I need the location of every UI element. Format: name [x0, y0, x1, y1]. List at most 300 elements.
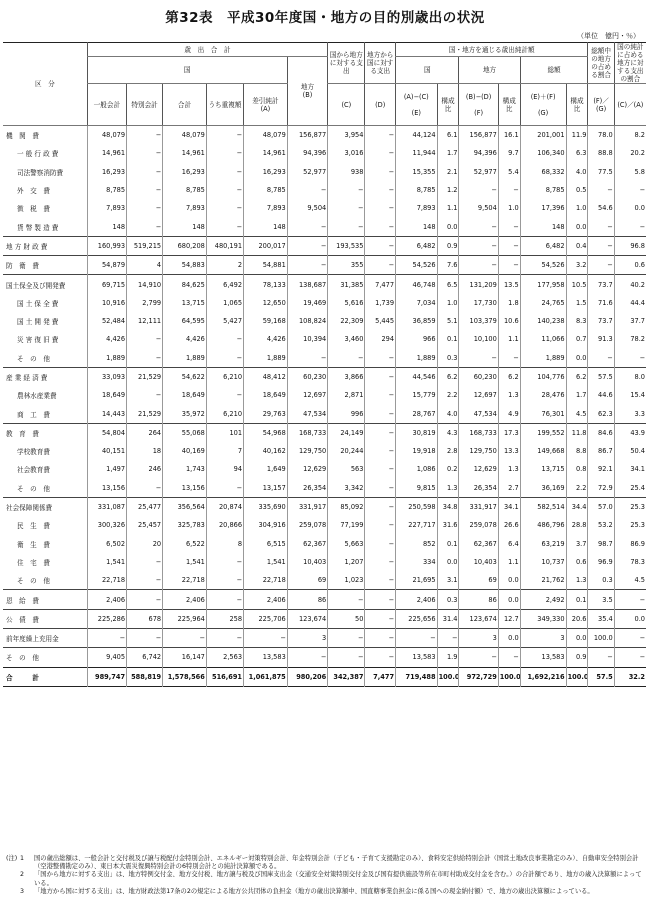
table-cell: − [206, 163, 243, 181]
table-row [3, 236, 646, 255]
table-cell: 13,715 [163, 294, 207, 312]
row-label: 公 債 費 [3, 609, 87, 628]
table-cell: 68,332 [520, 163, 566, 181]
table-cell: − [328, 648, 365, 667]
table-cell: 980,206 [287, 667, 327, 686]
table-cell: 2,406 [396, 590, 438, 609]
table-cell: 1.2 [437, 181, 459, 199]
j-kuni-header: 国 [396, 57, 459, 84]
table-cell: 1,889 [396, 349, 438, 368]
table-row [3, 516, 646, 534]
table-cell: 13,583 [396, 648, 438, 667]
table-cell: − [287, 217, 327, 236]
table-cell: − [127, 349, 163, 368]
table-cell: 13.5 [498, 275, 520, 294]
table-cell: − [365, 217, 396, 236]
table-cell: 6,502 [87, 535, 126, 553]
table-row [3, 275, 646, 294]
table-cell: 678 [127, 609, 163, 628]
table-cell: 15.4 [614, 386, 646, 404]
table-cell: − [287, 256, 327, 275]
table-cell: 201,001 [520, 126, 566, 145]
kosei-1-header: 構成比 [437, 84, 459, 126]
table-cell: 1,739 [365, 294, 396, 312]
table-cell: 78.3 [614, 553, 646, 571]
table-cell: 54.6 [588, 199, 614, 217]
table-cell: 0.3 [588, 571, 614, 590]
table-cell: 0.0 [566, 629, 588, 648]
table-cell: 44.4 [614, 294, 646, 312]
table-cell: 37.7 [614, 312, 646, 330]
sashihiki-header: 差引純計 (A) [244, 84, 288, 126]
table-cell: 480,191 [206, 236, 243, 255]
table-cell: − [365, 144, 396, 162]
table-cell: 4.3 [437, 423, 459, 442]
table-cell: − [437, 629, 459, 648]
table-cell: − [459, 349, 498, 368]
table-cell: 106,340 [520, 144, 566, 162]
table-cell: 1,692,216 [520, 667, 566, 686]
table-cell: 77,199 [328, 516, 365, 534]
table-cell: 54,881 [244, 256, 288, 275]
table-cell: − [328, 199, 365, 217]
table-cell: − [614, 349, 646, 368]
table-cell: 2 [206, 256, 243, 275]
table-cell: 54,879 [87, 256, 126, 275]
table-cell: 225,706 [244, 609, 288, 628]
table-cell: 28.8 [566, 516, 588, 534]
ippan-header: 一般会計 [87, 84, 126, 126]
table-cell: 48,079 [163, 126, 207, 145]
table-cell: − [365, 535, 396, 553]
table-cell: 5,445 [365, 312, 396, 330]
table-cell: 76,301 [520, 404, 566, 423]
table-cell: 22,718 [163, 571, 207, 590]
epf-header: (E)＋(F) (G) [520, 84, 566, 126]
row-label: 徴 税 費 [17, 205, 50, 214]
table-cell: 129,750 [287, 442, 327, 460]
table-cell: − [365, 386, 396, 404]
note-number: 2 [20, 871, 25, 879]
table-cell: 7.6 [437, 256, 459, 275]
table-cell: 5,427 [206, 312, 243, 330]
table-cell: 0.0 [498, 590, 520, 609]
table-cell: 10,916 [87, 294, 126, 312]
table-cell: 225,656 [396, 609, 438, 628]
table-cell: 1,889 [163, 349, 207, 368]
table-cell: 0.0 [437, 217, 459, 236]
table-cell: 50 [328, 609, 365, 628]
table-cell: 36,169 [520, 479, 566, 498]
table-cell: 177,958 [520, 275, 566, 294]
table-cell: 1.1 [437, 199, 459, 217]
table-row [3, 497, 646, 516]
table-cell: − [206, 479, 243, 498]
table-cell: 325,783 [163, 516, 207, 534]
table-cell: 156,877 [287, 126, 327, 145]
note-key: (注) [6, 855, 18, 862]
table-cell: 52,484 [87, 312, 126, 330]
table-cell: 17,730 [459, 294, 498, 312]
table-cell: 0.0 [437, 553, 459, 571]
table-cell: 193,535 [328, 236, 365, 255]
table-cell: 52,977 [459, 163, 498, 181]
table-body [3, 126, 646, 687]
table-cell: 13.3 [498, 442, 520, 460]
chiho-wariai-header: 総額中の地方の占める割合 [588, 43, 614, 84]
table-cell: 8,785 [396, 181, 438, 199]
table-cell: 0.0 [498, 629, 520, 648]
table-cell: 26.6 [498, 516, 520, 534]
row-label: 農林水産業費 [17, 392, 57, 401]
table-cell: 0.0 [498, 571, 520, 590]
row-label: 外 交 費 [17, 187, 50, 196]
table-cell: 225,964 [163, 609, 207, 628]
table-cell: 46,748 [396, 275, 438, 294]
table-cell: − [365, 479, 396, 498]
table-cell: − [365, 423, 396, 442]
table-cell: 4,426 [244, 330, 288, 348]
table-cell: 3,866 [328, 367, 365, 386]
table-cell: 8.2 [614, 126, 646, 145]
saishutsu-gokei-header: 歳 出 合 計 [87, 43, 328, 57]
table-cell: − [127, 479, 163, 498]
table-cell: 25.3 [614, 516, 646, 534]
table-cell: 88.8 [588, 144, 614, 162]
table-cell: 1,086 [396, 460, 438, 478]
table-cell: 2.8 [437, 442, 459, 460]
table-cell: 25,477 [127, 497, 163, 516]
page-title: 第32表 平成30年度国・地方の目的別歳出の状況 [165, 10, 485, 26]
bmd-header: (B)−(D) (F) [459, 84, 498, 126]
table-row [3, 199, 646, 217]
table-cell: − [127, 144, 163, 162]
table-cell: 6,515 [244, 535, 288, 553]
table-cell: − [206, 330, 243, 348]
table-cell: 852 [396, 535, 438, 553]
table-cell: 148 [520, 217, 566, 236]
table-cell: 168,733 [287, 423, 327, 442]
table-cell: 334 [396, 553, 438, 571]
table-cell: − [206, 386, 243, 404]
j-sogaku-header: 総額 [520, 57, 588, 84]
table-cell: 54,883 [163, 256, 207, 275]
table-cell: − [127, 217, 163, 236]
table-cell: 35.4 [588, 609, 614, 628]
table-row [3, 312, 646, 330]
table-cell: − [365, 367, 396, 386]
table-cell: − [365, 648, 396, 667]
table-cell: 60,230 [459, 367, 498, 386]
table-cell: 26,354 [287, 479, 327, 498]
table-cell: 86.7 [588, 442, 614, 460]
table-cell: 20,874 [206, 497, 243, 516]
table-cell: 29,763 [244, 404, 288, 423]
table-row [3, 442, 646, 460]
table-cell: 86 [287, 590, 327, 609]
table-row [3, 144, 646, 162]
notes [6, 855, 642, 896]
table-cell: 1.1 [498, 553, 520, 571]
table-cell: 264 [127, 423, 163, 442]
table-row [3, 181, 646, 199]
table-cell: 20.6 [566, 609, 588, 628]
table-cell: 588,819 [127, 667, 163, 686]
table-cell: 22,718 [87, 571, 126, 590]
table-cell: 9,504 [459, 199, 498, 217]
table-cell: 1,889 [244, 349, 288, 368]
table-cell: 0.3 [437, 349, 459, 368]
table-cell: 4.5 [566, 404, 588, 423]
table-cell: 199,552 [520, 423, 566, 442]
table-cell: 59,168 [244, 312, 288, 330]
table-cell: 996 [328, 404, 365, 423]
table-cell: − [459, 236, 498, 255]
table-cell: 5,663 [328, 535, 365, 553]
note-line [6, 871, 642, 887]
table-cell: − [498, 181, 520, 199]
table-cell: 5,616 [328, 294, 365, 312]
row-label: 貨 幣 製 造 費 [17, 223, 59, 232]
table-cell: 35,972 [163, 404, 207, 423]
table-cell: 21,529 [127, 404, 163, 423]
table-cell: 78.0 [588, 126, 614, 145]
table-cell: 0.3 [437, 590, 459, 609]
table-cell: 563 [328, 460, 365, 478]
table-cell: 28,476 [520, 386, 566, 404]
row-label: そ の 他 [17, 354, 50, 363]
table-cell: 62,367 [287, 535, 327, 553]
table-cell: 73.7 [588, 312, 614, 330]
table-cell: 18,649 [163, 386, 207, 404]
row-label: 国土保全及び開発費 [3, 275, 87, 294]
table-cell: 1.3 [498, 460, 520, 478]
table-cell: − [365, 497, 396, 516]
table-cell: 94 [206, 460, 243, 478]
note-line [6, 888, 642, 896]
table-cell: 1.1 [498, 330, 520, 348]
table-cell: 69 [459, 571, 498, 590]
table-cell: 1,497 [87, 460, 126, 478]
table-cell: 18,649 [244, 386, 288, 404]
table-cell: 0.9 [437, 236, 459, 255]
table-cell: − [459, 217, 498, 236]
table-cell: 1,541 [163, 553, 207, 571]
note-number: 1 [20, 855, 25, 862]
table-cell: − [614, 181, 646, 199]
note-text: 国の歳出総額は、一般会計と交付税及び譲与税配付金特別会計、エネルギー対策特別会計、年金特別会計（子ども・子育て支援勘定のみ）、食料安定供給特別会計（国営土地改良事業勘定のみ）、自動車安全特別会計（空港整備勘定のみ）、東日本大震災復興特別会計の6特別会計との純計決算額である。 [34, 855, 639, 871]
kuni-to-chiho-header: 国から地方に対する支出 [328, 43, 365, 84]
table-cell: − [206, 199, 243, 217]
table-cell: 21,762 [520, 571, 566, 590]
table-cell: 54,622 [163, 367, 207, 386]
table-cell: 48,412 [244, 367, 288, 386]
table-cell: 6.5 [437, 275, 459, 294]
table-cell: − [127, 553, 163, 571]
chiho-to-kuni-header: 地方から国に対する支出 [365, 43, 396, 84]
table-cell: − [614, 629, 646, 648]
table-cell: 356,564 [163, 497, 207, 516]
table-cell: 2.1 [437, 163, 459, 181]
table-cell: 1,207 [328, 553, 365, 571]
table-row [3, 571, 646, 590]
table-cell: 331,087 [87, 497, 126, 516]
table-cell: − [328, 217, 365, 236]
table-row [3, 126, 646, 145]
table-cell: 582,514 [520, 497, 566, 516]
table-cell: 13,583 [244, 648, 288, 667]
row-label: そ の 他 [3, 648, 87, 667]
table-cell: − [588, 181, 614, 199]
table-cell: 17.3 [498, 423, 520, 442]
table-cell: 2,406 [163, 590, 207, 609]
table-cell: 14,961 [163, 144, 207, 162]
table-cell: 12,111 [127, 312, 163, 330]
table-cell: 19,918 [396, 442, 438, 460]
table-cell: − [287, 181, 327, 199]
table-cell: 11,944 [396, 144, 438, 162]
table-cell: 14,443 [87, 404, 126, 423]
table-cell: 44,124 [396, 126, 438, 145]
table-cell: 33,093 [87, 367, 126, 386]
table-cell: 3,954 [328, 126, 365, 145]
table-cell: 0.0 [614, 199, 646, 217]
table-cell: 47,534 [459, 404, 498, 423]
table-cell: − [206, 126, 243, 145]
table-cell: − [365, 404, 396, 423]
table-cell: 8,785 [244, 181, 288, 199]
table-cell: 69,715 [87, 275, 126, 294]
table-cell: 0.4 [566, 236, 588, 255]
table-cell: 62,367 [459, 535, 498, 553]
table-cell: 200,017 [244, 236, 288, 255]
table-cell: 0.9 [566, 648, 588, 667]
table-row [3, 535, 646, 553]
table-cell: 6,522 [163, 535, 207, 553]
table-cell: 1,889 [520, 349, 566, 368]
table-row [3, 217, 646, 236]
table-cell: 3 [287, 629, 327, 648]
table-cell: 24,765 [520, 294, 566, 312]
table-cell: 227,717 [396, 516, 438, 534]
row-label: 産 業 経 済 費 [3, 367, 87, 386]
table-cell: 1,889 [87, 349, 126, 368]
table-cell: 2.2 [566, 479, 588, 498]
table-cell: 91.3 [588, 330, 614, 348]
table-cell: 331,917 [287, 497, 327, 516]
note-text: 「国から地方に対する支出」は、地方特例交付金、地方交付税、地方譲与税及び国庫支出金（交通安全対策特別交付金及び国有提供施設等所在市町村助成交付金を含む。）の合計額であり、地方の歳入決算額によっている。 [34, 871, 642, 887]
table-cell: 34.1 [614, 460, 646, 478]
table-cell: 1,743 [163, 460, 207, 478]
row-label: 衛 生 費 [17, 540, 50, 549]
table-cell: 0.0 [614, 609, 646, 628]
table-row [3, 479, 646, 498]
kuni-wariai-header: 国の純計に占める地方に対する支出の割合 [614, 43, 646, 84]
table-cell: − [328, 181, 365, 199]
table-cell: 0.0 [566, 217, 588, 236]
table-cell: 335,690 [244, 497, 288, 516]
table-row [3, 330, 646, 348]
table-row [3, 609, 646, 628]
table-cell: 259,078 [459, 516, 498, 534]
table-cell: 4.5 [614, 571, 646, 590]
table-row [3, 386, 646, 404]
tokubetsu-header: 特別会計 [127, 84, 163, 126]
table-cell: 2,871 [328, 386, 365, 404]
table-cell: 10.6 [498, 312, 520, 330]
table-cell: 11,066 [520, 330, 566, 348]
row-label: 社会保障関係費 [3, 497, 87, 516]
table-cell: 22,718 [244, 571, 288, 590]
table-cell: 9,504 [287, 199, 327, 217]
table-cell: 5.1 [437, 312, 459, 330]
table-cell: 31.6 [437, 516, 459, 534]
table-cell: 21,695 [396, 571, 438, 590]
table-cell: 47,534 [287, 404, 327, 423]
table-cell: − [365, 163, 396, 181]
table-cell: − [588, 648, 614, 667]
table-cell: 6,210 [206, 404, 243, 423]
table-cell: 7,893 [87, 199, 126, 217]
table-cell: 3,460 [328, 330, 365, 348]
table-cell: 10.5 [566, 275, 588, 294]
table-cell: 19,469 [287, 294, 327, 312]
table-cell: 7,477 [365, 275, 396, 294]
table-cell: 13,156 [163, 479, 207, 498]
table-cell: − [328, 629, 365, 648]
table-cell: 3.5 [588, 590, 614, 609]
table-cell: 4,426 [87, 330, 126, 348]
table-cell: 2,406 [87, 590, 126, 609]
table-cell: 6,492 [206, 275, 243, 294]
table-cell: − [206, 553, 243, 571]
table-cell: 1.3 [498, 386, 520, 404]
table-cell: 62.3 [588, 404, 614, 423]
row-label: そ の 他 [17, 577, 50, 586]
table-cell: 22,309 [328, 312, 365, 330]
table-cell: 519,215 [127, 236, 163, 255]
table-cell: 7,893 [396, 199, 438, 217]
table-cell: 98.7 [588, 535, 614, 553]
table-cell: 294 [365, 330, 396, 348]
table-cell: 6.1 [437, 126, 459, 145]
row-label: 住 宅 費 [17, 558, 50, 567]
table-cell: − [459, 648, 498, 667]
chiho-header: 地方 (B) [287, 57, 327, 126]
table-cell: − [206, 181, 243, 199]
table-cell: 48,079 [244, 126, 288, 145]
table-cell: 78,133 [244, 275, 288, 294]
table-row [3, 256, 646, 275]
table-cell: − [498, 217, 520, 236]
table-cell: 20 [127, 535, 163, 553]
table-cell: 148 [163, 217, 207, 236]
row-label: そ の 他 [17, 484, 50, 493]
table-cell: 12,697 [287, 386, 327, 404]
table-row [3, 163, 646, 181]
table-cell: 0.6 [566, 553, 588, 571]
fg-header: (F)／(G) [588, 84, 614, 126]
expenditure-table [3, 42, 646, 687]
table-cell: 8.8 [566, 442, 588, 460]
table-cell: − [127, 163, 163, 181]
table-cell: 3 [459, 629, 498, 648]
table-cell: 57.5 [588, 667, 614, 686]
table-cell: 16,293 [163, 163, 207, 181]
table-cell: 2.2 [437, 386, 459, 404]
table-cell: 13,157 [244, 479, 288, 498]
table-cell: 486,796 [520, 516, 566, 534]
